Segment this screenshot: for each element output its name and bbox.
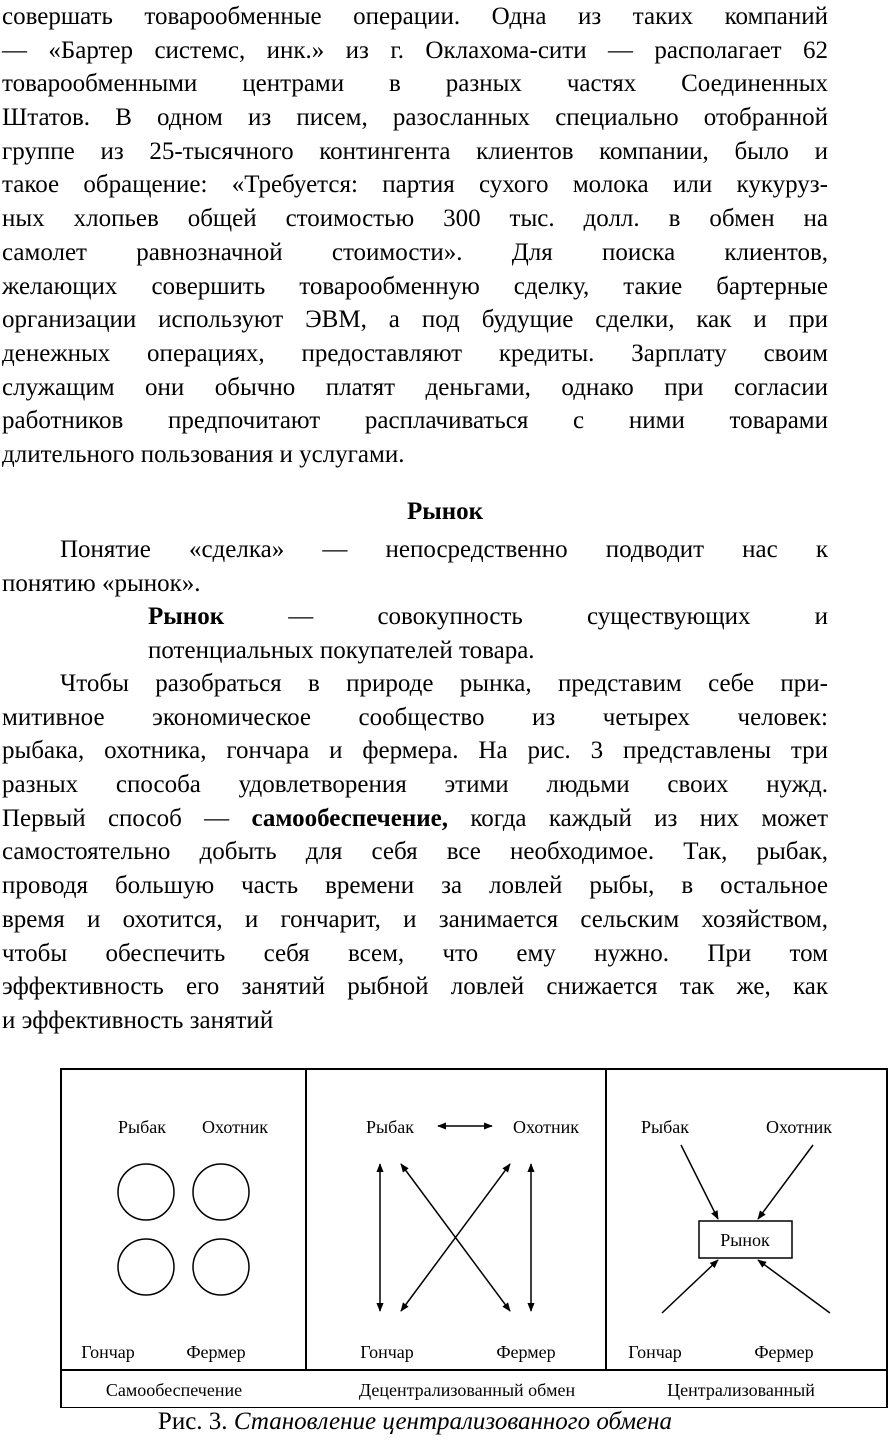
panel-centralized: [628, 1117, 832, 1362]
definition-line: [148, 600, 828, 634]
label-fisherman: Рыбак: [641, 1117, 689, 1137]
text-line: организации используют ЭВМ, а под будущие сделки, как и при: [2, 306, 828, 334]
market-arrow: [662, 1260, 718, 1313]
text-line: разных способа удовлетворения этими людьми своих нужд.: [2, 771, 828, 799]
market-arrow: [758, 1145, 813, 1219]
exchange-figure: [0, 1060, 890, 1408]
label-fisherman: Рыбак: [118, 1117, 166, 1137]
person-circle: [118, 1164, 174, 1220]
text-line: самолет равнозначной стоимости». Для поиска клиентов,: [2, 238, 828, 266]
text-segment: Первый способ —: [2, 804, 252, 832]
text-line: такое обращение: «Требуется: партия сухого молока или кукуруз-: [2, 171, 828, 199]
definition-line: потенциальных покупателей товара.: [148, 636, 535, 664]
text-line: денежных операциях, предоставляют кредиты. Зарплату своим: [2, 339, 828, 367]
panel-self-sufficiency: [81, 1117, 268, 1362]
text-line: проводя большую часть времени за ловлей рыбы, в остальное: [2, 872, 828, 900]
paragraph-barter: [2, 0, 828, 472]
market-arrow: [758, 1260, 830, 1313]
figure-title: Становление централизованного обмена: [233, 1408, 673, 1435]
text-line: служащим они обычно платят деньгами, однако при согласии: [2, 373, 828, 401]
text-line: понятию «рынок».: [2, 569, 201, 597]
person-circle: [118, 1239, 174, 1295]
text-line: работников предпочитают расплачиваться с ними товарами: [2, 407, 828, 435]
text-line: Понятие «сделка» — непосредственно подводит нас к: [60, 536, 828, 563]
text-line: совершать товарообменные операции. Одна из таких компаний: [2, 3, 828, 30]
text-line: Штатов. В одном из писем, разосланных специально отобранной: [2, 104, 828, 132]
figure-number: Рис. 3.: [157, 1408, 234, 1435]
definition-term: Рынок: [148, 603, 225, 630]
text-line: чтобы обеспечить себя всем, что ему нужно. При том: [2, 939, 828, 967]
panel-caption: Самообеспечение: [105, 1380, 243, 1400]
text-segment: когда каждый из них может: [448, 804, 828, 832]
label-farmer: Фермер: [496, 1342, 556, 1362]
text-line: группе из 25-тысячного контингента клиентов компании, было и: [2, 137, 828, 165]
label-hunter: Охотник: [513, 1117, 579, 1137]
paragraph-market: [2, 667, 828, 1038]
panel-caption: Децентрализованный обмен: [358, 1380, 576, 1400]
text-line: эффективность его занятий рыбной ловлей снижается так же, как: [2, 973, 828, 1001]
label-farmer: Фермер: [186, 1342, 246, 1362]
definition-block: [148, 600, 828, 667]
label-market: Рынок: [720, 1230, 770, 1250]
panel-caption: Централизованный: [667, 1380, 815, 1400]
paragraph-deal: [2, 533, 828, 600]
text-line: [2, 802, 828, 836]
text-line: товарообменными центрами в разных частях Соединенных: [2, 70, 828, 98]
text-line: — «Бартер системс, инк.» из г. Оклахома-сити — располагает 62: [2, 36, 828, 64]
text-line: рыбака, охотника, гончара и фермера. На рис. 3 представлены три: [2, 737, 828, 765]
text-line: Чтобы разобраться в природе рынка, представим себе при-: [60, 670, 828, 697]
figure-caption: [0, 1408, 830, 1436]
text-line: время и охотится, и гончарит, и занимается сельским хозяйством,: [2, 905, 828, 933]
label-potter: Гончар: [360, 1342, 414, 1362]
label-potter: Гончар: [81, 1342, 135, 1362]
text-line: длительного пользования и услугами.: [2, 440, 405, 468]
panel-decentralized: [360, 1117, 579, 1362]
bold-term: самообеспечение,: [251, 804, 448, 832]
definition-text: — совокупность существующих и: [288, 603, 829, 630]
label-hunter: Охотник: [202, 1117, 268, 1137]
person-circle: [193, 1239, 249, 1295]
text-line: ных хлопьев общей стоимостью 300 тыс. долл. в обмен на: [2, 205, 828, 233]
label-potter: Гончар: [628, 1342, 682, 1362]
text-line: митивное экономическое сообщество из четырех человек:: [2, 703, 828, 731]
text-line: и эффективность занятий: [2, 1006, 274, 1034]
text-line: самостоятельно добыть для себя все необходимое. Так, рыбак,: [2, 838, 828, 866]
person-circle: [193, 1164, 249, 1220]
text-line: желающих совершить товарообменную сделку, такие бартерные: [2, 272, 828, 300]
label-farmer: Фермер: [754, 1342, 814, 1362]
label-fisherman: Рыбак: [366, 1117, 414, 1137]
market-arrow: [681, 1145, 718, 1219]
section-heading: Рынок: [406, 498, 484, 525]
label-hunter: Охотник: [766, 1117, 832, 1137]
